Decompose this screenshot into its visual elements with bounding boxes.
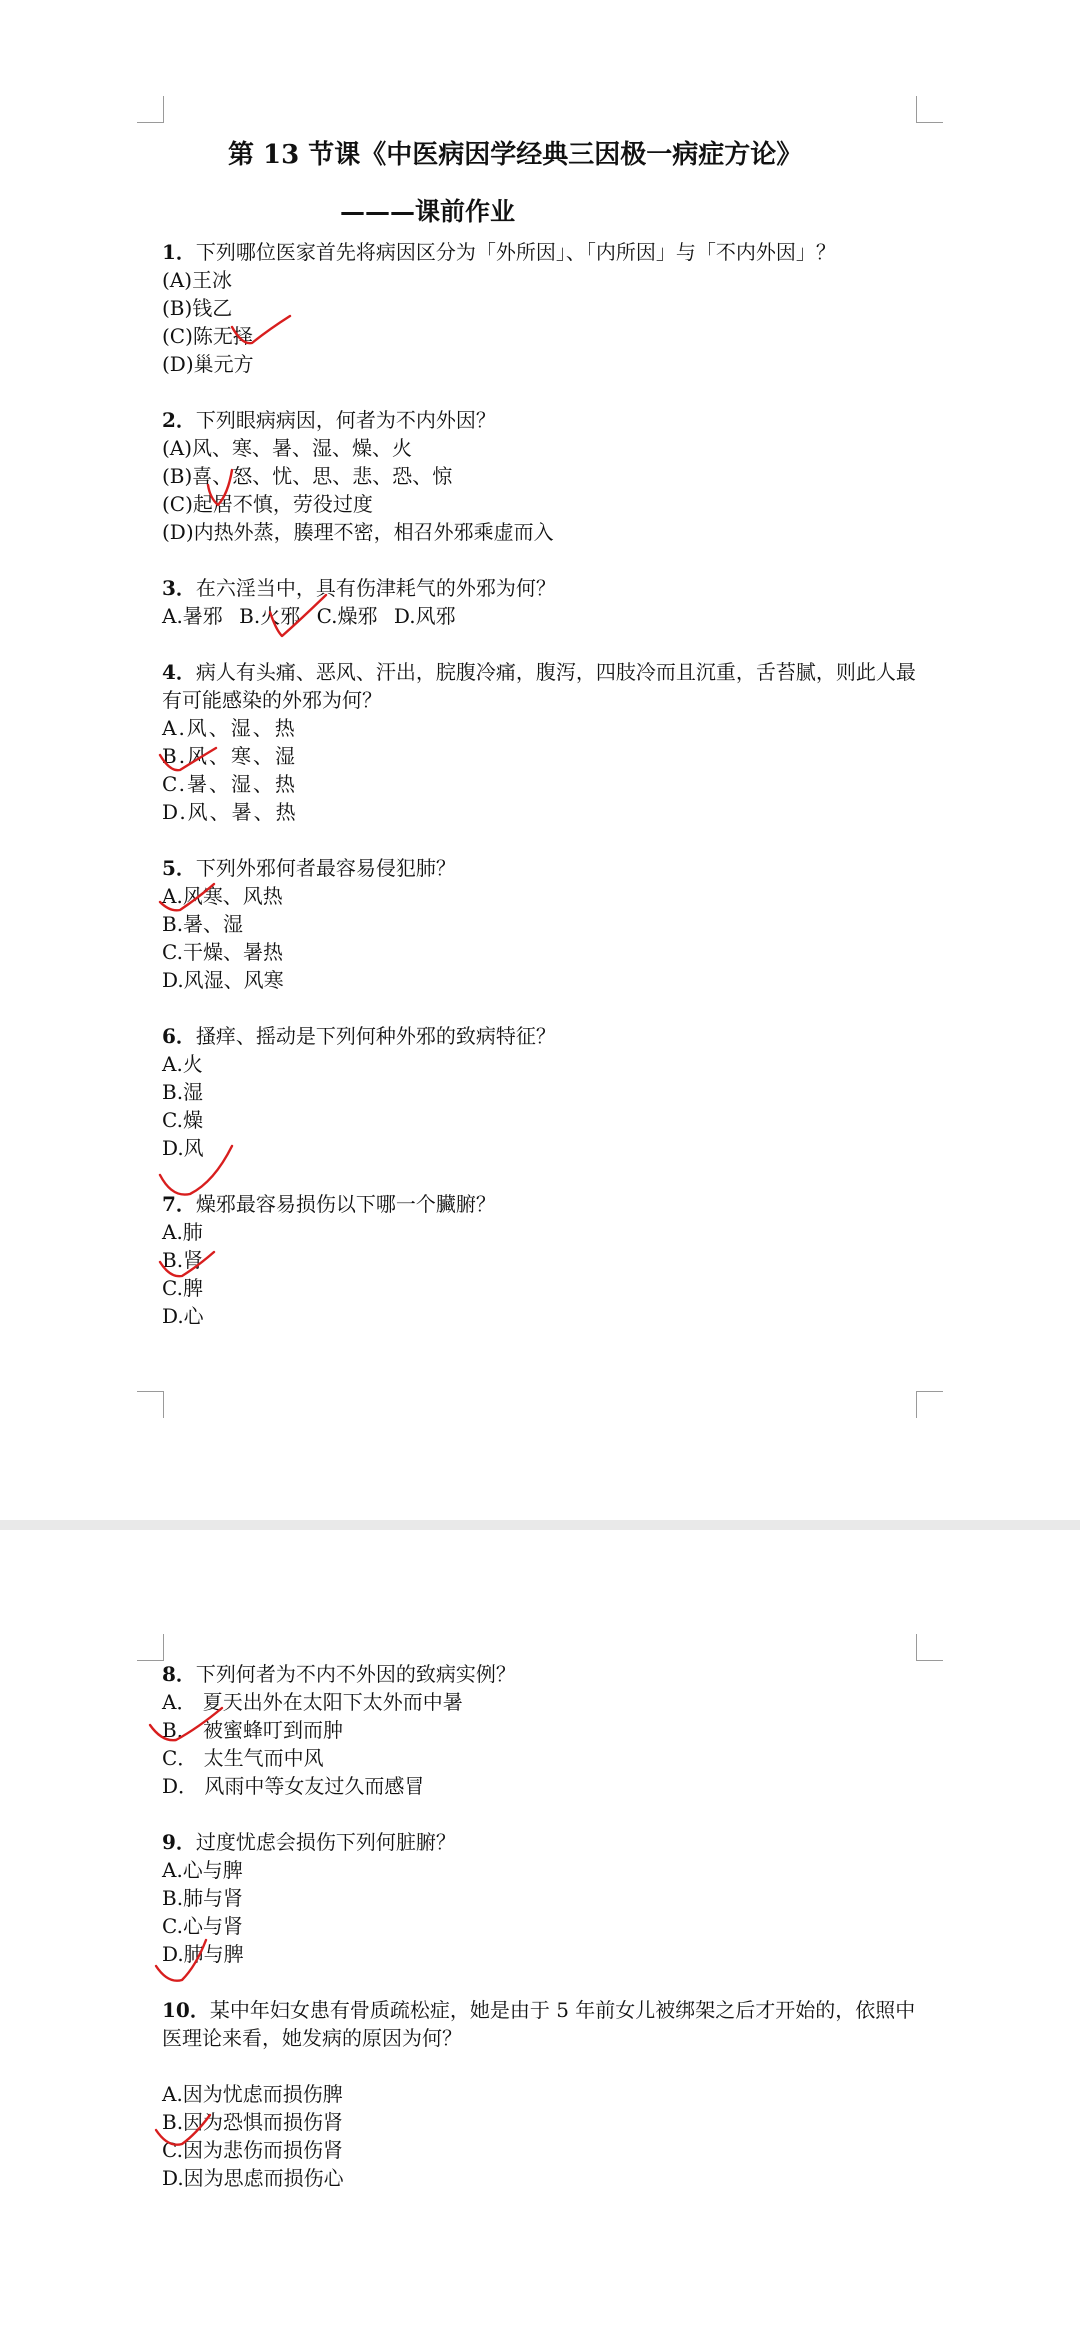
option-c: C.脾 xyxy=(162,1276,203,1300)
question-6 xyxy=(162,1022,922,1162)
option-c: C.心与肾 xyxy=(162,1914,243,1938)
option-a: (A)风、寒、暑、湿、燥、火 xyxy=(162,436,413,460)
question-4 xyxy=(162,658,922,826)
option-d: (D)内热外蒸，腠理不密，相召外邪乘虚而入 xyxy=(162,520,554,544)
option-a: A.风、湿、热 xyxy=(162,716,297,740)
option-a: A.肺 xyxy=(162,1220,203,1244)
option-b: B． 被蜜蜂叮到而肿 xyxy=(162,1718,344,1742)
option-d: D.风湿、风寒 xyxy=(162,968,284,992)
option-b: B.风、寒、湿 xyxy=(162,744,298,768)
option-d: D.心 xyxy=(162,1304,204,1328)
question-text: 2．下列眼病病因，何者为不内外因？ xyxy=(162,408,496,432)
question-text: 5．下列外邪何者最容易侵犯肺？ xyxy=(162,856,456,880)
option-a: A.因为忧虑而损伤脾 xyxy=(162,2082,343,2106)
option-a: A.暑邪 xyxy=(162,604,223,628)
question-text: 3．在六淫当中，具有伤津耗气的外邪为何？ xyxy=(162,576,556,600)
option-c: C.干燥、暑热 xyxy=(162,940,283,964)
option-c: (C)起居不慎，劳役过度 xyxy=(162,492,373,516)
question-2 xyxy=(162,406,922,546)
question-text: 4．病人有头痛、恶风、汗出，脘腹冷痛，腹泻，四肢冷而且沉重，舌苔腻，则此人最有可能感染的外邪为何？ xyxy=(162,660,916,712)
option-c: C.燥 xyxy=(162,1108,203,1132)
option-b: B.暑、湿 xyxy=(162,912,244,936)
option-b: B.因为恐惧而损伤肾 xyxy=(162,2110,344,2134)
question-text: 10．某中年妇女患有骨质疏松症，她是由于 5 年前女儿被绑架之后才开始的，依照中医理论来看，她发病的原因为何？ xyxy=(162,1998,916,2050)
option-b: B.肾 xyxy=(162,1248,204,1272)
crop-mark xyxy=(137,1391,164,1418)
option-d: D.因为思虑而损伤心 xyxy=(162,2166,344,2190)
option-d: D.风 xyxy=(162,1136,204,1160)
document-title: 第 13 节课《中医病因学经典三因极一病症方论》 xyxy=(228,140,803,170)
crop-mark xyxy=(137,1634,164,1661)
question-1 xyxy=(162,238,922,378)
option-c: C． 太生气而中风 xyxy=(162,1746,324,1770)
question-9 xyxy=(162,1828,922,1968)
question-list xyxy=(162,1660,922,2220)
option-a: A.火 xyxy=(162,1052,203,1076)
option-b: (B)钱乙 xyxy=(162,296,233,320)
question-text: 7．燥邪最容易损伤以下哪一个臟腑？ xyxy=(162,1192,496,1216)
option-b: B.火邪 xyxy=(239,604,301,628)
crop-mark xyxy=(916,1634,943,1661)
option-a: (A)王冰 xyxy=(162,268,233,292)
option-b: B.湿 xyxy=(162,1080,204,1104)
question-list xyxy=(162,238,922,1358)
crop-mark xyxy=(916,96,943,123)
option-b: B.肺与肾 xyxy=(162,1886,244,1910)
question-7 xyxy=(162,1190,922,1330)
question-5 xyxy=(162,854,922,994)
question-8 xyxy=(162,1660,922,1800)
question-text: 1．下列哪位医家首先将病因区分为「外所因」、「内所因」与「不内外因」？ xyxy=(162,240,836,264)
page-gap xyxy=(0,1520,1080,1530)
option-a: A.心与脾 xyxy=(162,1858,243,1882)
option-row xyxy=(162,602,922,630)
option-c: C.暑、湿、热 xyxy=(162,772,297,796)
option-c: C.燥邪 xyxy=(316,604,378,628)
question-text: 6．搔痒、摇动是下列何种外邪的致病特征？ xyxy=(162,1024,556,1048)
option-c: C.因为悲伤而损伤肾 xyxy=(162,2138,343,2162)
crop-mark xyxy=(916,1391,943,1418)
option-d: D.肺与脾 xyxy=(162,1942,244,1966)
option-d: D． 风雨中等女友过久而感冒 xyxy=(162,1774,425,1798)
option-b: (B)喜、怒、忧、思、悲、恐、惊 xyxy=(162,464,453,488)
crop-mark xyxy=(137,96,164,123)
option-d: D.风、暑、热 xyxy=(162,800,298,824)
question-text: 9．过度忧虑会损伤下列何脏腑？ xyxy=(162,1830,456,1854)
question-10 xyxy=(162,1996,922,2192)
option-d: (D)巢元方 xyxy=(162,352,254,376)
option-a: A.风寒、风热 xyxy=(162,884,283,908)
option-a: A． 夏天出外在太阳下太外而中暑 xyxy=(162,1690,463,1714)
option-d: D.风邪 xyxy=(393,604,456,628)
question-text: 8．下列何者为不内不外因的致病实例？ xyxy=(162,1662,516,1686)
document-subtitle: ———课前作业 xyxy=(340,197,516,226)
question-3 xyxy=(162,574,922,630)
option-c: (C)陈无择 xyxy=(162,324,253,348)
